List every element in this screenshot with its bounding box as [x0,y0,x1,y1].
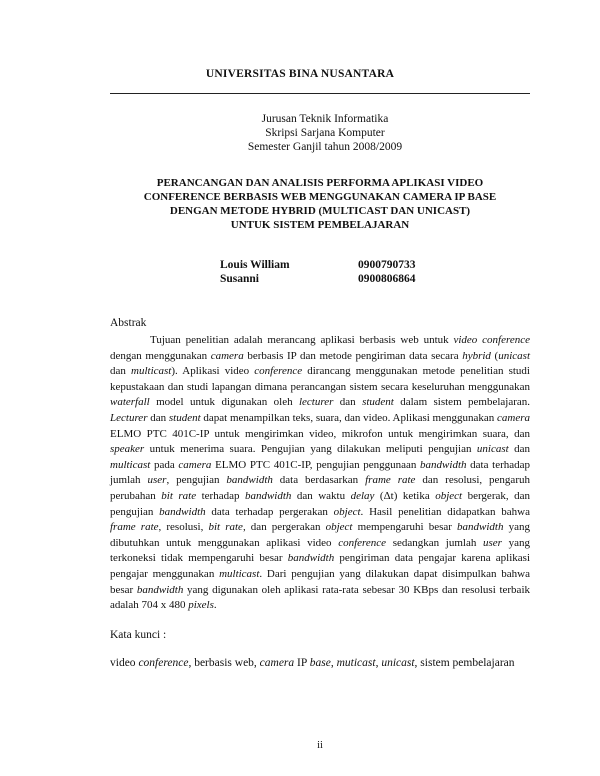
text-run: terhadap [196,489,245,502]
header-divider [110,93,530,94]
text-run: data terhadap pergerakan [205,505,334,518]
italic-term: camera [178,458,212,471]
italic-term: bit rate [161,489,197,502]
text-run: yang dibutuhkan untuk menggunakan aplikasi video [110,521,530,549]
author-id: 0900806864 [358,273,416,285]
italic-term: object [325,521,353,534]
author-name: Louis William [220,259,290,271]
italic-term: camera [210,349,244,362]
text-run: data berdasarkan [272,474,366,487]
authors-block [220,258,416,286]
text-run: , pengujian [166,474,227,487]
italic-term: hybrid [462,349,491,362]
italic-term: bandwidth [287,552,335,565]
text-run: ( [490,349,499,362]
italic-term: bandwidth [457,521,504,534]
text-run: , sistem pembelajaran [414,657,515,669]
title-line: PERANCANGAN DAN ANALISIS PERFORMA APLIKASI VIDEO [156,177,484,189]
title-line: CONFERENCE BERBASIS WEB MENGGUNAKAN CAMERA IP BASE [143,191,497,203]
italic-term: delay [350,489,375,502]
italic-term: conference [138,657,189,669]
italic-term: Lecturer [110,411,148,424]
italic-term: muticast [336,657,376,669]
italic-term: pixels [188,599,214,612]
italic-term: conference [338,536,387,549]
text-run: berbasis IP dan metode pengiriman data secara [243,349,463,362]
text-run: yang digunakan oleh aplikasi rata-rata sebesar 30 KBps dan resolusi terbaik adalah 704 x 480 [110,583,530,612]
university-heading: UNIVERSITAS BINA NUSANTARA [205,68,395,80]
text-run: dan waktu [291,489,351,502]
text-run: . Dari pengujian yang dilakukan dapat disimpulkan bahwa besar [110,567,530,596]
thesis-title [0,176,600,232]
italic-term: student [168,411,201,424]
italic-term: conference [254,365,303,378]
text-run: Tujuan penelitian adalah merancang aplikasi berbasis web untuk [150,334,454,346]
text-run: dengan menggunakan [110,349,211,362]
text-run: IP [294,657,310,669]
text-run: dan [110,365,132,378]
text-run: pengiriman data pengajar karena aplikasi pengajar menggunakan [110,552,530,580]
italic-term: unicast [476,443,509,456]
text-run: data terhadap jumlah [110,458,530,487]
text-run: sedangkan jumlah [386,536,483,549]
department-block [0,112,600,154]
text-run: ). Aplikasi video [171,365,255,378]
italic-term: multicast [219,567,260,580]
text-run: video [110,657,139,669]
italic-term: multicast [131,365,172,378]
italic-term: camera [259,657,295,669]
text-run: , [375,657,382,669]
text-run: , dan pergerakan [242,521,326,534]
italic-term: base [309,657,331,669]
text-run: , [330,657,337,669]
italic-term: waterfall [110,396,150,409]
italic-term: user [483,536,502,549]
italic-term: user [147,474,167,487]
text-run: , resolusi, [158,521,209,534]
italic-term: bandwidth [136,583,184,596]
program-line: Skripsi Sarjana Komputer [265,127,385,139]
text-run: mempengaruhi besar [352,521,458,534]
author-id: 0900790733 [358,259,416,271]
text-run: . [213,599,217,612]
italic-term: bandwidth [226,474,273,487]
italic-term: bandwidth [244,489,292,502]
text-run: (Δt) ketika [374,489,436,502]
italic-term: lecturer [298,396,334,409]
text-run: bergerak, dan pengujian [110,489,530,518]
italic-term: bandwidth [159,505,206,518]
department-line: Jurusan Teknik Informatika [261,113,389,125]
text-run: dapat menampilkan teks, suara, dan video. Aplikasi menggunakan [200,411,497,424]
italic-term: frame rate [365,474,416,487]
italic-term: camera [497,411,530,424]
italic-term: object [435,489,463,502]
title-line: UNTUK SISTEM PEMBELAJARAN [230,219,410,231]
text-run: ELMO PTC 401C-IP untuk mengirimkan video, mikrofon untuk mengirimkan suara, dan [110,427,530,440]
text-run: , berbasis web, [188,657,260,669]
italic-term: speaker [110,443,145,456]
author-row [220,258,416,272]
italic-term: bandwidth [420,458,467,471]
italic-term: frame rate [110,521,159,534]
text-run: dan resolusi, pengaruh perubahan [110,474,530,502]
text-run: ELMO PTC 401C-IP, pengujian penggunaan [211,458,421,471]
text-run: . Hasil penelitian didapatkan bahwa [360,505,530,518]
text-run: dirancang menggunakan metode penelitian studi kepustakaan dan studi lapangan dimana perancangan sistem secara keseluruhan menggunakan [110,365,530,393]
text-run: dan [508,443,530,456]
italic-term: student [362,396,394,409]
abstract-heading: Abstrak [110,317,147,329]
semester-line: Semester Ganjil tahun 2008/2009 [247,141,403,153]
text-run: dan [147,411,169,424]
italic-term: video conference [453,334,530,346]
abstract-body [110,333,530,614]
page-number: ii [317,740,323,751]
italic-term: bit rate [208,521,243,534]
text-run: model untuk digunakan oleh [149,396,299,409]
italic-term: unicast [498,349,530,362]
text-run: pada [150,458,179,471]
text-run: yang terkoneksi tidak mempengaruhi besar [110,536,530,565]
keywords-body [110,657,540,669]
text-run: untuk menerima suara. Pengujian yang dilakukan meliputi pengujian [144,443,477,456]
title-line: DENGAN METODE HYBRID (MULTICAST DAN UNICAST) [169,205,471,217]
text-run: dalam sistem pembelajaran. [393,396,531,409]
author-name: Susanni [220,273,260,285]
text-run: dan [333,396,363,409]
italic-term: multicast [110,458,151,471]
italic-term: object [333,505,361,518]
italic-term: unicast [381,657,415,669]
keywords-heading: Kata kunci : [110,629,167,641]
author-row [220,272,416,286]
